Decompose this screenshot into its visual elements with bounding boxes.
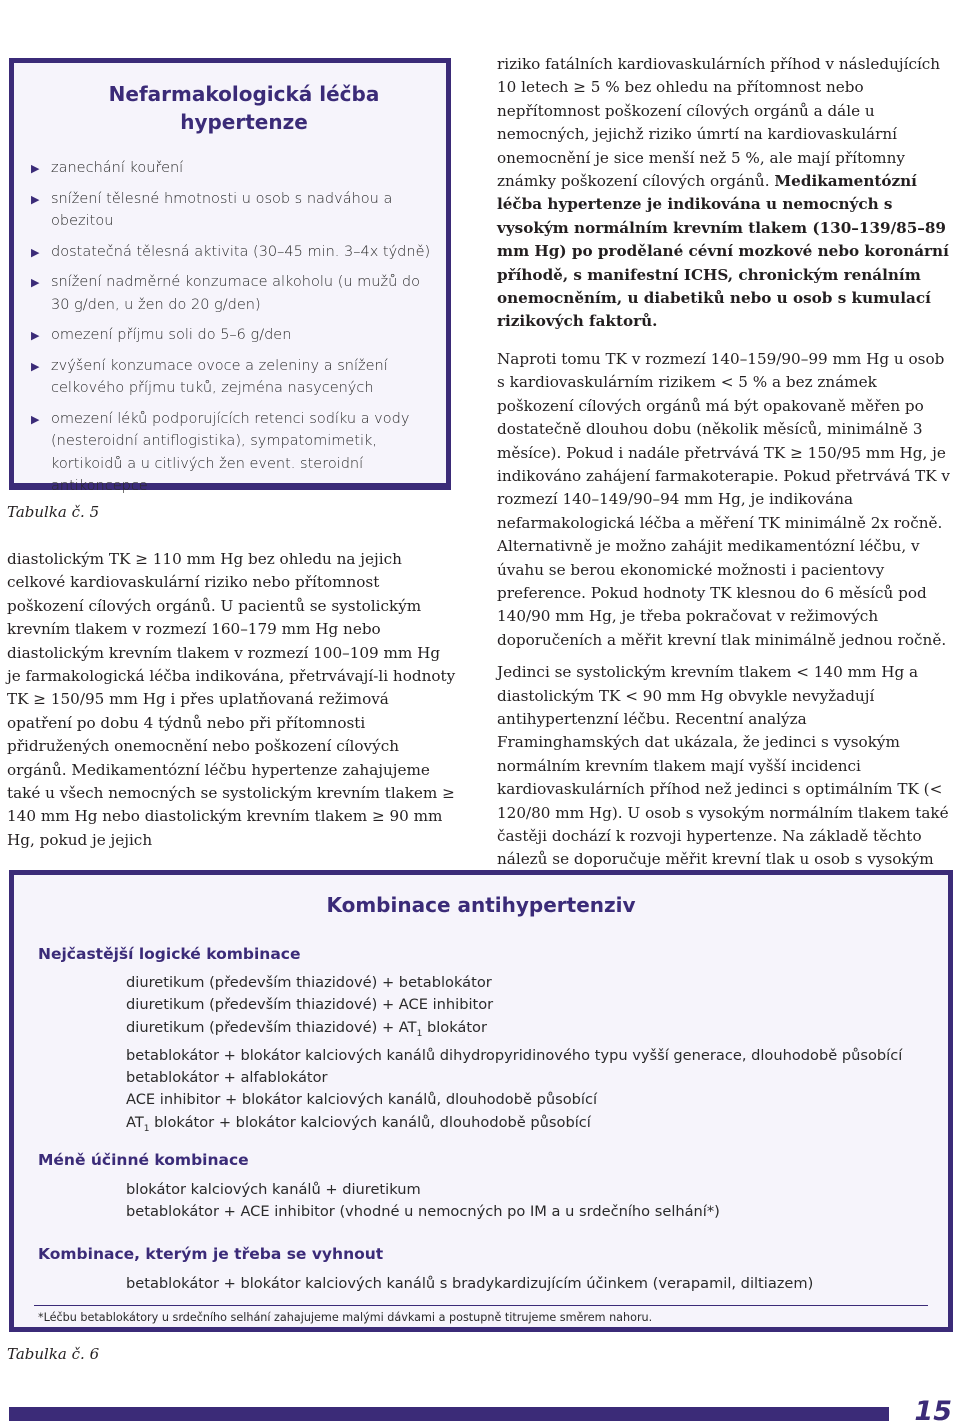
arrow-right-icon: ▶ (31, 276, 40, 289)
list-item: ▶ dostatečná tělesná aktivita (30–45 min. 3–4x týdně) (28, 241, 432, 264)
divider (34, 1305, 928, 1306)
section3-items (126, 1273, 932, 1295)
arrow-right-icon: ▶ (31, 192, 40, 206)
list-item: diuretikum (především thiazidové) + betablokátor (126, 974, 492, 991)
list-item: ▶ zanechání kouření (28, 157, 432, 180)
table6-caption: Tabulka č. 6 (7, 1345, 100, 1363)
list-item: diuretikum (především thiazidové) + ACE inhibitor (126, 996, 494, 1014)
arrow-right-icon: ▶ (31, 412, 40, 426)
page-number: 15 (914, 1396, 952, 1427)
right-column-text (497, 53, 952, 904)
arrow-right-icon: ▶ (31, 162, 40, 175)
section2-items (126, 1179, 932, 1224)
table6-box (9, 870, 953, 1332)
list-item: betablokátor + alfablokátor (126, 1069, 328, 1087)
list-item: betablokátor + blokátor kalciových kanálů s bradykardizujícím účinkem (verapamil, diltiazem) (126, 1275, 814, 1292)
section-heading: Nejčastější logické kombinace (38, 945, 301, 963)
table5-list (28, 157, 432, 498)
list-item: ▶ omezení léků podporujících retenci sodíku a vody (nesteroidní antiflogistika), sympatomimetik, kortikoidů a u citlivých žen event. steroidní antikoncepce (31, 410, 410, 494)
list-item: betablokátor + ACE inhibitor (vhodné u nemocných po IM a u srdečního selhání*) (126, 1203, 720, 1221)
paragraph: diastolickým TK ≥ 110 mm Hg bez ohledu na jejich celkové kardiovaskulární riziko nebo přítomnost poškození cílových orgánů. U pacientů se systolickým krevním tlakem v rozmezí 160–179 mm Hg nebo diastolickým krevním tlakem v rozmezí 100–109 mm Hg je farmakologická léčba indikována, přetrvávají-li hodnoty TK ≥ 150/95 mm Hg i přes uplatňovaná režimová opatření po dobu 4 týdnů nebo při přítomnosti přidružených onemocnění nebo poškození cílových orgánů. Medikamentózní léčbu hypertenze zahajujeme také u všech nemocných se systolickým krevním tlakem ≥ 140 mm Hg nebo diastolickým krevním tlakem ≥ 90 mm Hg, pokud je jejich (7, 550, 456, 849)
list-item: betablokátor + blokátor kalciových kanálů dihydropyridinového typu vyšší generace, dlouhodobě působící (126, 1046, 903, 1064)
table5-caption: Tabulka č. 5 (7, 503, 100, 521)
arrow-right-icon: ▶ (31, 359, 40, 373)
bold-statement: Medikamentózní léčba hypertenze je indikována u nemocných s vysokým normálním krevním tlakem (130–139/85–89 mm Hg) po prodělané cévní mozkové nebo koronární příhodě, s manifestní ICHS, chronickým renálním onemocněním, u diabetiků nebo u osob s kumulací rizikových faktorů. (497, 172, 949, 331)
paragraph: Jedinci se systolickým krevním tlakem < 140 mm Hg a diastolickým TK < 90 mm Hg obvykle nevyžadují antihypertenzní léčbu. Recentní analýza Framinghamských dat ukázala, že jedinci s vysokým normálním krevním tlakem mají vyšší incidenci kardiovaskulárních příhod než jedinci s optimálním TK (< 120/80 mm Hg). U osob s vysokým normálním tlakem také častěji dochází k rozvoji hypertenze. Na základě těchto nálezů se doporučuje měřit krevní tlak u osob s vysokým (497, 663, 949, 869)
list-item: ACE inhibitor + blokátor kalciových kanálů, dlouhodobě působící (126, 1091, 598, 1109)
list-item: blokátor kalciových kanálů + diuretikum (126, 1181, 421, 1198)
section-heading: Kombinace, kterým je třeba se vyhnout (38, 1245, 384, 1263)
paragraph: Naproti tomu TK v rozmezí 140–159/90–99 mm Hg u osob s kardiovaskulárním rizikem < 5 % a bez známek poškození cílových orgánů má být opakovaně měřen po dostatečně dlouhou dobu (několik měsíců, minimálně 3 měsíce). Pokud i nadále přetrvává TK ≥ 150/95 mm Hg, je indikováno zahájení farmakoterapie. Pokud přetrvává TK v rozmezí 140–149/90–94 mm Hg, je indikována nefarmakologická léčba a měření TK minimálně 2x ročně. Alternativně je možno zahájit medikamentózní léčbu, v úvahu se berou ekonomické možnosti i pacientovy preference. Pokud hodnoty TK klesnou do 6 měsíců pod 140/90 mm Hg, je třeba pokračovat v režimových doporučeních a měřit krevní tlak minimálně jednou ročně. (497, 349, 950, 649)
table6-title: Kombinace antihypertenziv (326, 893, 636, 917)
paragraph: riziko fatálních kardiovaskulárních příhod v následujících 10 letech ≥ 5 % bez ohledu na přítomnost nebo nepřítomnost poškození cílových orgánů a dále u nemocných, jejichž riziko úmrtí na kardiovaskulární onemocnění je sice menší než 5 %, ale mají přítomny známky poškození cílových orgánů. Medikamentózní léčba hypertenze je indikována u nemocných s vysokým normálním krevním tlakem (130–139/85–89 mm Hg) po prodělané cévní mozkové nebo koronární příhodě, s manifestní ICHS, chronickým renálním onemocněním, u diabetiků nebo u osob s kumulací rizikových faktorů. (497, 55, 949, 331)
list-item: diuretikum (především thiazidové) + $AT_1$ blokátor (126, 1018, 487, 1039)
list-item: ▶ zvýšení konzumace ovoce a zeleniny a snížení celkového příjmu tuků, zejména nasycených (31, 357, 388, 396)
footer-bar (9, 1407, 889, 1421)
section1-items (126, 972, 932, 1140)
section-heading: Méně účinné kombinace (38, 1151, 249, 1169)
list-item: ▶ snížení nadměrné konzumace alkoholu (u mužů do 30 g/den, u žen do 20 g/den) (31, 274, 420, 313)
list-item: $AT_1$ blokátor + blokátor kalciových kanálů, dlouhodobě působící (126, 1113, 591, 1134)
left-column-text (7, 548, 457, 852)
list-item: ▶ snížení tělesné hmotnosti u osob s nadváhou a obezitou (31, 190, 393, 229)
arrow-right-icon: ▶ (31, 245, 40, 259)
footnote: *Léčbu betablokátory u srdečního selhání zahajujeme malými dávkami a postupně titrujeme směrem nahoru. (38, 1311, 653, 1324)
table5-title: Nefarmakologická léčba hypertenze (108, 82, 380, 134)
table5-box (9, 58, 451, 494)
arrow-right-icon: ▶ (31, 329, 40, 342)
list-item: ▶ omezení příjmu soli do 5–6 g/den (28, 324, 432, 347)
